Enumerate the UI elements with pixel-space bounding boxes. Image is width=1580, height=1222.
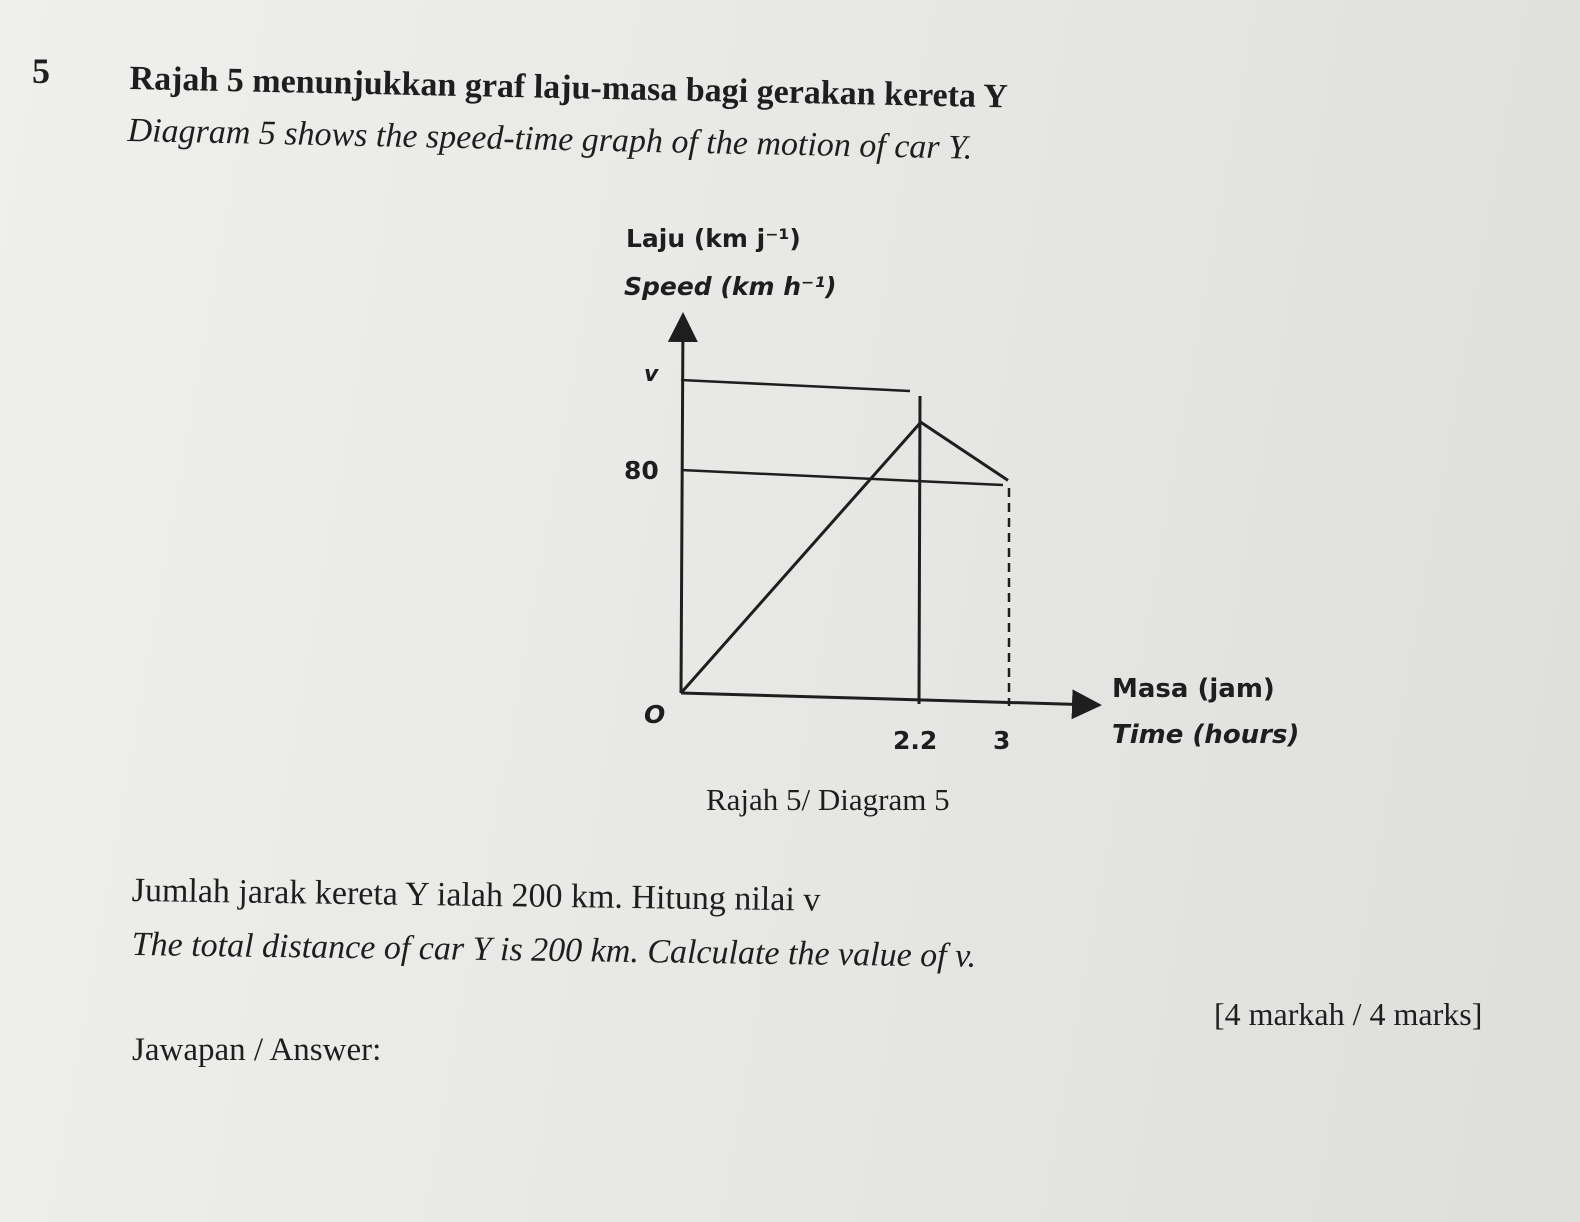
y-tick-80: 80 <box>624 456 659 485</box>
marks-label: [4 markah / 4 marks] <box>1214 996 1483 1032</box>
tick-2-2-line <box>919 396 920 704</box>
v-reference-line <box>681 380 910 391</box>
question-number: 5 <box>32 51 50 91</box>
question-intro-english: Diagram 5 shows the speed-time graph of the motion of car Y. <box>127 112 973 167</box>
question-intro-malay: Rajah 5 menunjukkan graf laju-masa bagi gerakan kereta Y <box>129 60 1009 116</box>
diagram-caption: Rajah 5/ Diagram 5 <box>706 782 950 817</box>
speed-curve <box>681 422 1008 693</box>
x-tick-3: 3 <box>993 726 1011 755</box>
y-axis-label-english: Speed (km h⁻¹) <box>624 272 837 301</box>
x-tick-2-2: 2.2 <box>893 726 938 755</box>
y-axis-label-malay: Laju (km j⁻¹) <box>626 224 801 253</box>
y-tick-v: v <box>644 362 659 387</box>
x-axis-label-malay: Masa (jam) <box>1112 674 1275 704</box>
origin-label: O <box>644 700 666 729</box>
answer-label: Jawapan / Answer: <box>132 1032 382 1068</box>
y-axis <box>681 318 683 693</box>
task-english: The total distance of car Y is 200 km. Calculate the value of v. <box>131 926 977 975</box>
eighty-reference-line <box>681 470 1003 485</box>
task-malay: Jumlah jarak kereta Y ialah 200 km. Hitung nilai v <box>131 872 821 919</box>
x-axis <box>681 693 1096 705</box>
x-axis-label-english: Time (hours) <box>1112 720 1300 750</box>
